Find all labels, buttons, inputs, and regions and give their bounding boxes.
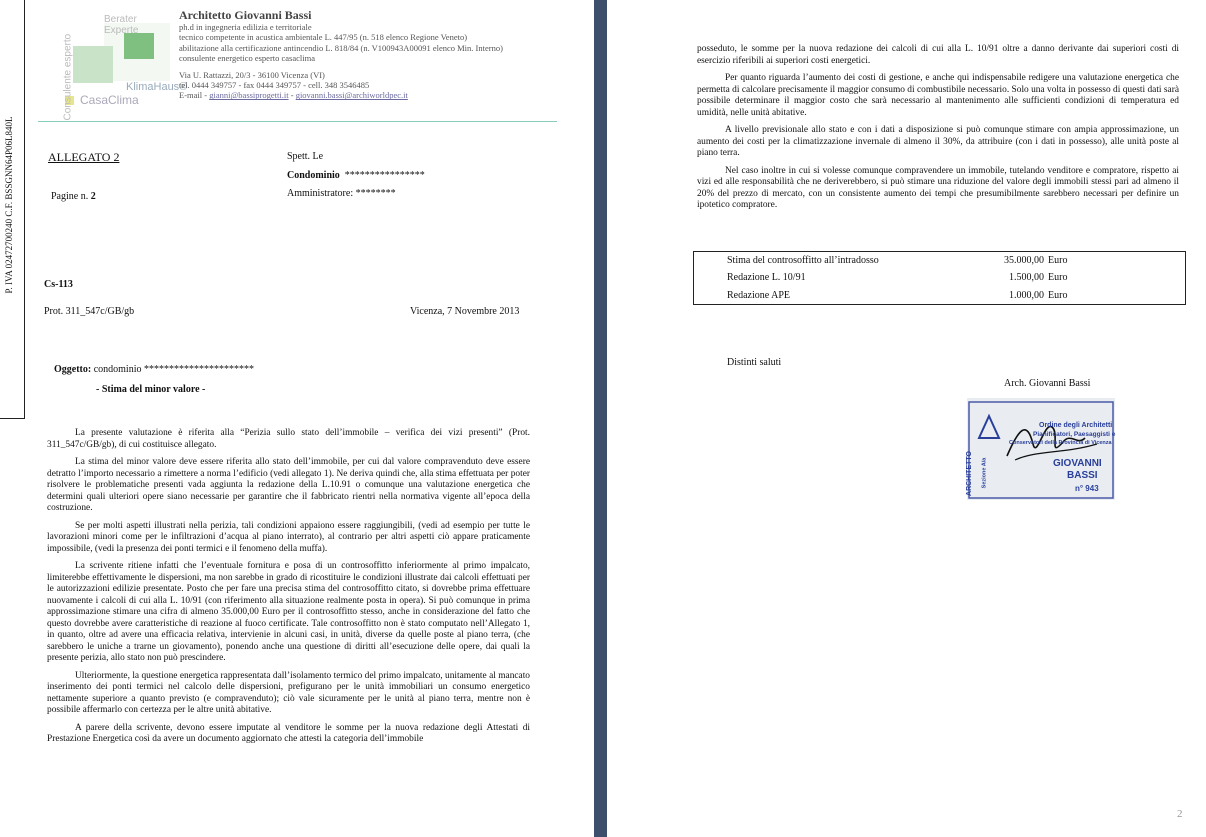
document-code: Cs-113 <box>44 279 73 290</box>
stamp-order: Ordine degli Architetti <box>1039 422 1113 429</box>
logo-pale-green-square <box>73 46 113 83</box>
table-row <box>694 287 1185 304</box>
email-separator: - <box>288 90 296 101</box>
oggetto-label: Oggetto: <box>54 364 92 375</box>
cost-value: 1.000,00 <box>1009 290 1044 301</box>
stamp-line-2: Pianificatori, Paesaggisti e <box>1033 431 1116 438</box>
email-label: E-mail - <box>179 90 210 101</box>
cost-currency: Euro <box>1048 290 1068 301</box>
architect-stamp <box>967 398 1115 500</box>
stamp-line-3: Conservatori della Provincia di Vicenza <box>1009 440 1112 446</box>
paragraph: La presente valutazione è riferita alla “Perizia sullo stato dell’immobile – verifica dei vizi presenti” (Prot. 311_547c/GB/gb), di cui costituisce allegato. <box>47 428 530 450</box>
paragraph: Per quanto riguarda l’aumento dei costi di gestione, e anche qui indispensabile redigere una valutazione energetica che permetta di calcolare precisamente il maggior consumo di combustibile necessario. Solo una volta in possesso di questi dati sarà possibile determinare il maggior costo che sarà necessario al mantenimento alle sufficienti condizioni di temperatura ed umidità, nelle unità abitative. <box>697 73 1179 118</box>
letterhead-email <box>179 90 589 100</box>
cost-value: 35.000,00 <box>1004 255 1044 266</box>
page-count-label: Pagine n. <box>51 191 91 202</box>
cost-label: Redazione APE <box>727 290 791 301</box>
paragraph: Se per molti aspetti illustrati nella perizia, tali condizioni appaiono essere raggiungibili, (vedi ad esempio per tutte le lavorazioni minori come per le infiltrazioni d’acqua al piano interrato), al contrario per altri aspetti ciò appare praticamente impossibile, (vedi la presenza dei ponti termici e il fenomeno della muffa). <box>47 520 530 554</box>
page-count <box>51 191 96 202</box>
stamp-first-name: GIOVANNI <box>1053 458 1102 469</box>
paragraph: Nel caso inoltre in cui si volesse comunque compravendere un immobile, tutelando venditore e compratore, rispetto ai vizi ed alle responsabilità che ne deriverebbero, si può stimare una riduzione del valore degli immobili stessi pari ad almeno il 20% del prezzo di mercato, con un consistente aumento dei tempi che presumibilmente sarebbero necessari per definire un ipotetico compratore. <box>697 165 1179 210</box>
cost-label: Stima del controsoffitto all’intradosso <box>727 255 879 266</box>
page-1-body <box>47 428 530 752</box>
letterhead-line: consulente energetico esperto casaclima <box>179 53 316 64</box>
recipient-condominio <box>287 170 425 181</box>
recipient-amministratore: Amministratore: ******** <box>287 188 396 199</box>
cost-table <box>693 251 1186 305</box>
paragraph: La stima del minor valore deve essere riferita allo stato dell’immobile, per cui dal valore compravenduto deve essere detratto l’importo necessario a rimettere a norma l’edificio (vedi allegato 1). Ne deriva quindi che, alla stima effettuata per poter risolvere le problematiche presenti vada aggiunta la redazione della L.10.91 o comunque una valutazione energetica che determini quali ulteriori opere siano necessarie per garantire che il fabbricato rientri nella normativa vigente all’epoca della costruzione. <box>47 457 530 513</box>
paragraph: La scrivente ritiene infatti che l’eventuale fornitura e posa di un controsoffitto inferiormente al primo impalcato, limiterebbe effettivamente le dispersioni, ma non sarebbe in grado di ricostituire le condizioni illustrate dai calcoli effettuati per le autorizzazioni edilizie presentate. Posto che per fare una precisa stima del controsoffitto citato, si dovrebbe prima effettuare nuovamente i calcoli di cui alla L. 10/91 (con riferimento alla situazione realmente posta in opera). Si può comunque in prima approssimazione stimare una cifra di almeno 35.000,00 Euro per il controsoffitto stesso, anche in considerazione del fatto che questo dovrebbe avere caratteristiche di reazione al fuoco certificate. Tale controsoffitto non è stato computato nell’Allegato 1, in quanto, oltre ad avere una efficacia relativa, intervienie in alcuni casi, in unità, diverse da quelle poste al piano terra, (che sarebbero le uniche a trarne un giovamento), ponendo anche una questione di diritti all’esecuzione delle opere, dai quali la presente perizia, allo stato non può prescindere. <box>47 561 530 663</box>
stamp-last-name: BASSI <box>1067 470 1098 481</box>
letterhead <box>179 8 589 101</box>
paragraph: posseduto, le somme per la nuova redazione dei calcoli di cui alla L. 10/91 oltre a danno derivante dai superiori costi di esercizio riferibili ai superiori costi energetici. <box>697 44 1179 66</box>
letterhead-phone: tel. 0444 349757 - fax 0444 349757 - cell. 348 3546485 <box>179 80 370 91</box>
logo-side-text: Consulente esperto <box>62 33 74 121</box>
condominio-label: Condominio <box>287 170 340 181</box>
signer-name: Arch. Giovanni Bassi <box>1004 378 1091 389</box>
stamp-number: n° 943 <box>1075 484 1099 493</box>
letterhead-line: abilitazione alla certificazione antincendio L. 818/84 (n. V100943A00091 elenco Min. Interno) <box>179 42 503 53</box>
cost-value: 1.500,00 <box>1009 272 1044 283</box>
logo-casaclima-text: CasaClima <box>80 93 139 107</box>
document-page-1 <box>0 0 594 837</box>
logo-green-square <box>124 33 154 59</box>
page-number: 2 <box>1177 808 1183 820</box>
protocol-number: Prot. 311_547c/GB/gb <box>44 306 135 317</box>
recipient-salutation: Spett. Le <box>287 151 324 162</box>
stamp-side-text: ARCHITETTO <box>965 451 973 496</box>
letterhead-divider <box>38 121 557 122</box>
architect-name: Architetto Giovanni Bassi <box>179 8 312 22</box>
cost-currency: Euro <box>1048 255 1068 266</box>
table-row <box>694 252 1185 269</box>
allegato-heading: ALLEGATO 2 <box>48 150 120 164</box>
document-date: Vicenza, 7 Novembre 2013 <box>410 306 520 317</box>
closing-greeting: Distinti saluti <box>727 357 782 368</box>
klimahaus-logo <box>46 13 188 121</box>
letterhead-line: ph.d in ingegneria edilizia e territoriale <box>179 22 312 32</box>
tax-id-text: P. IVA 02472700240 C.F. BSSGNN64P06L840L <box>4 116 14 294</box>
letterhead-address: Via U. Rattazzi, 20/3 - 36100 Vicenza (VI) <box>179 69 325 80</box>
page-gutter <box>594 0 607 837</box>
paragraph: Ulteriormente, la questione energetica rappresentata dall’isolamento termico del primo impalcato, unitamente al mancato inserimento dei ponti termici nel calcolo delle dispersioni, prefigurano per le unità immobiliari un consumo energetico nettamente superiore a quanto previsto (e compravenduto); ciò vale sicuramente per le unità al piano terra, mentre non è possibile affermarlo con certezza per le altre unità abitative. <box>47 670 530 715</box>
cost-label: Redazione L. 10/91 <box>727 272 806 283</box>
vertical-tax-strip <box>0 0 25 419</box>
table-row <box>694 269 1185 286</box>
email-link-1[interactable]: gianni@bassiprogetti.it <box>209 90 289 101</box>
paragraph: A livello previsionale allo stato e con i dati a disposizione si può comunque stimare con ampia approssimazione, un aumento dei costi per la climatizzazione invernale di almeno il 30%, da attribuire (con i dati in possesso), alle unità poste al piano terra. <box>697 125 1179 158</box>
subject-title: - Stima del minor valore - <box>96 384 206 395</box>
stamp-side-text-2: Sezione A/a <box>981 457 988 489</box>
page-count-value: 2 <box>90 191 96 202</box>
oggetto-line <box>54 364 254 375</box>
paragraph: A parere della scrivente, devono essere imputate al venditore le somme per la nuova redazione degli Attestati di Prestazione Energetica così da avere un documento aggiornato che attesti la categoria dell’immobile <box>47 722 530 744</box>
oggetto-value: condominio ********************** <box>91 364 254 375</box>
email-link-2[interactable]: giovanni.bassi@archiworldpec.it <box>295 90 408 101</box>
logo-top-text: Berater Experte <box>104 14 139 36</box>
logo-klimahaus-text: KlimaHaus® <box>126 81 188 93</box>
condominio-value: **************** <box>344 170 425 181</box>
page-2-body <box>697 44 1179 218</box>
cost-currency: Euro <box>1048 272 1068 283</box>
letterhead-line: tecnico competente in acustica ambientale L. 447/95 (n. 518 elenco Regione Veneto) <box>179 32 468 43</box>
